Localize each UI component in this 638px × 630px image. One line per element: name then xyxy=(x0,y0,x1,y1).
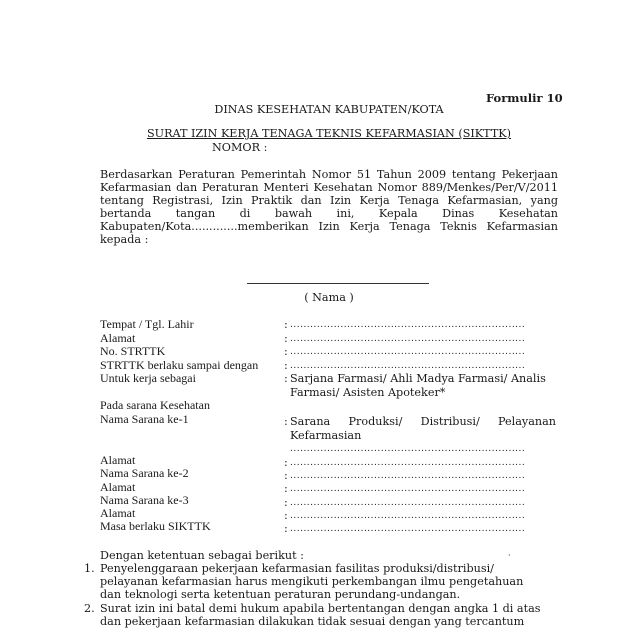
facility-1-type-value: Kefarmasian xyxy=(290,429,362,442)
margin-dot: · xyxy=(508,551,511,560)
colon: : xyxy=(284,359,288,372)
health-facility-label: Pada sarana Kesehatan xyxy=(100,398,210,412)
condition-line: pelayanan kefarmasian harus mengikuti perkembangan ilmu pengetahuan xyxy=(100,575,524,588)
name-line xyxy=(247,283,429,284)
work-as-value: Sarjana Farmasi/ Ahli Madya Farmasi/ Analis xyxy=(290,372,546,385)
condition-number: 2. xyxy=(84,602,95,615)
strttk-number-blank: ...................................................................... xyxy=(290,347,526,357)
intro-line: Berdasarkan Peraturan Pemerintah Nomor 51 Tahun 2009 tentang Pekerjaan xyxy=(100,168,558,181)
facility-3-address-blank: ...................................................................... xyxy=(290,511,526,521)
intro-line: kepada : xyxy=(100,233,149,246)
document-number-label: NOMOR : xyxy=(212,141,268,154)
facility-2-name-blank: ...................................................................... xyxy=(290,471,526,481)
condition-number: 1. xyxy=(84,562,95,575)
facility-1-name-label: Nama Sarana ke-1 xyxy=(100,412,189,426)
condition-text xyxy=(100,562,558,601)
address-label: Alamat xyxy=(100,331,136,345)
strttk-number-label: No. STRTTK xyxy=(100,344,166,358)
sikttk-validity-label: Masa berlaku SIKTTK xyxy=(100,519,211,533)
colon: : xyxy=(284,509,288,522)
condition-line: dan pekerjaan kefarmasian dilakukan tidak sesuai dengan yang tercantum xyxy=(100,615,525,628)
strttk-valid-until-label: STRTTK berlaku sampai dengan xyxy=(100,358,259,372)
strttk-valid-until-blank: ...................................................................... xyxy=(290,361,526,371)
agency-heading: DINAS KESEHATAN KABUPATEN/KOTA xyxy=(214,103,444,116)
condition-line: Penyelenggaraan pekerjaan kefarmasian fasilitas produksi/distribusi/ xyxy=(100,562,494,575)
intro-line: tentang Registrasi, Izin Praktik dan Izin Kerja Tenaga Kefarmasian, yang xyxy=(100,194,558,207)
colon: : xyxy=(284,318,288,331)
facility-1-name-blank: ...................................................................... xyxy=(290,444,526,454)
condition-line: dan teknologi serta ketentuan peraturan perundang-undangan. xyxy=(100,588,461,601)
name-label: ( Nama ) xyxy=(304,291,354,304)
colon: : xyxy=(284,469,288,482)
address-blank: ...................................................................... xyxy=(290,334,526,344)
condition-text xyxy=(100,602,558,628)
facility-3-name-label: Nama Sarana ke-3 xyxy=(100,493,189,507)
facility-2-address-label: Alamat xyxy=(100,480,136,494)
conditions-heading: Dengan ketentuan sebagai berikut : xyxy=(100,549,304,562)
facility-1-address-label: Alamat xyxy=(100,453,136,467)
work-as-label: Untuk kerja sebagai xyxy=(100,371,196,385)
intro-line: Kabupaten/Kota.............memberikan Izin Kerja Tenaga Teknis Kefarmasian xyxy=(100,220,558,233)
facility-2-address-blank: ...................................................................... xyxy=(290,484,526,494)
facility-type-line: Sarana Produksi/ Distribusi/ Pelayanan xyxy=(290,415,556,428)
colon: : xyxy=(284,345,288,358)
sikttk-validity-blank: ...................................................................... xyxy=(290,524,526,534)
form-number: Formulir 10 xyxy=(486,91,563,105)
facility-3-name-blank: ...................................................................... xyxy=(290,498,526,508)
facility-2-name-label: Nama Sarana ke-2 xyxy=(100,466,189,480)
work-as-value: Farmasi/ Asisten Apoteker* xyxy=(290,386,446,399)
birth-place-date-label: Tempat / Tgl. Lahir xyxy=(100,317,194,331)
facility-1-address-blank: ...................................................................... xyxy=(290,458,526,468)
intro-line: bertanda tangan di bawah ini, Kepala Dinas Kesehatan xyxy=(100,207,558,220)
facility-1-type-value xyxy=(290,415,556,428)
facility-3-address-label: Alamat xyxy=(100,506,136,520)
colon: : xyxy=(284,522,288,535)
birth-place-date-blank: ...................................................................... xyxy=(290,320,526,330)
colon: : xyxy=(284,482,288,495)
intro-paragraph xyxy=(100,168,558,246)
colon: : xyxy=(284,456,288,469)
colon: : xyxy=(284,372,288,385)
document-title: SURAT IZIN KERJA TENAGA TEKNIS KEFARMASIAN (SIKTTK) xyxy=(146,127,512,140)
colon: : xyxy=(284,332,288,345)
intro-line: Kefarmasian dan Peraturan Menteri Kesehatan Nomor 889/Menkes/Per/V/2011 xyxy=(100,181,558,194)
condition-line: Surat izin ini batal demi hukum apabila bertentangan dengan angka 1 di atas xyxy=(100,602,541,615)
colon: : xyxy=(284,496,288,509)
colon: : xyxy=(284,415,288,428)
